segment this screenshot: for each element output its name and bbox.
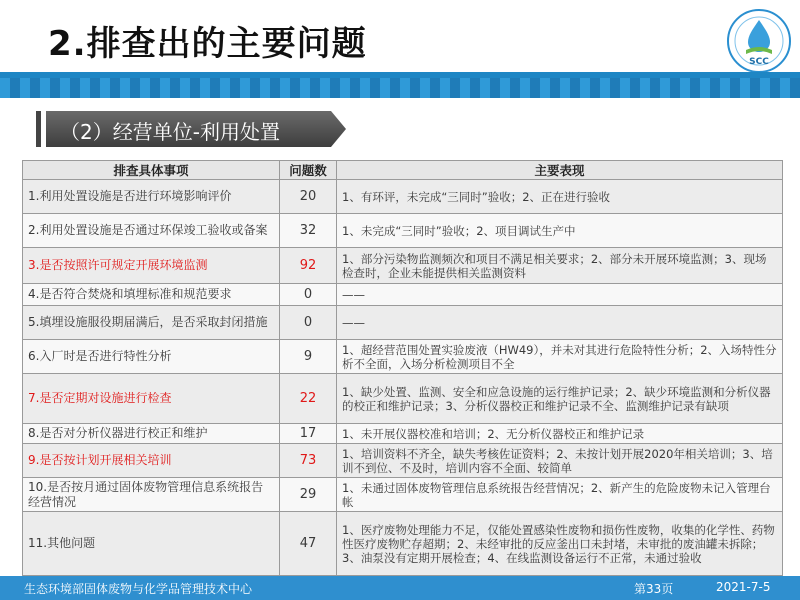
row-count: 92 bbox=[280, 248, 337, 284]
row-item: 11.其他问题 bbox=[23, 512, 280, 576]
table-row bbox=[23, 424, 783, 444]
row-count: 9 bbox=[280, 340, 337, 374]
table-row bbox=[23, 444, 783, 478]
row-count: 20 bbox=[280, 180, 337, 214]
row-count: 32 bbox=[280, 214, 337, 248]
issues-table bbox=[22, 160, 783, 576]
table-row bbox=[23, 214, 783, 248]
row-detail: 1、有环评，未完成“三同时”验收；2、正在进行验收 bbox=[337, 180, 783, 214]
footer-page-number: 第33页 bbox=[634, 582, 674, 596]
row-count: 22 bbox=[280, 374, 337, 424]
table-row bbox=[23, 374, 783, 424]
row-item: 10.是否按月通过固体废物管理信息系统报告经营情况 bbox=[23, 478, 280, 512]
header-item: 排查具体事项 bbox=[23, 161, 280, 180]
row-detail: 1、医疗废物处理能力不足，仅能处置感染性废物和损伤性废物，收集的化学性、药物性医疗废物贮存超期；2、未经审批的反应釜出口未封堵，未审批的废油罐未拆除；3、油泵没有定期开展检查；4、在线监测设备运行不正常，未通过验收 bbox=[337, 512, 783, 576]
table-body bbox=[23, 180, 783, 576]
row-detail: 1、缺少处置、监测、安全和应急设施的运行维护记录；2、缺少环境监测和分析仪器的校正和维护记录；3、分析仪器校正和维护记录不全、监测维护记录有缺项 bbox=[337, 374, 783, 424]
row-detail: —— bbox=[337, 306, 783, 340]
table-row bbox=[23, 248, 783, 284]
row-count: 0 bbox=[280, 284, 337, 306]
row-item: 6.入厂时是否进行特性分析 bbox=[23, 340, 280, 374]
logo-text: SCC bbox=[749, 57, 769, 67]
row-detail: 1、未完成“三同时”验收；2、项目调试生产中 bbox=[337, 214, 783, 248]
row-item: 3.是否按照许可规定开展环境监测 bbox=[23, 248, 280, 284]
row-detail: 1、培训资料不齐全，缺失考核佐证资料；2、未按计划开展2020年相关培训；3、培训不到位、不及时，培训内容不全面、较简单 bbox=[337, 444, 783, 478]
row-item: 1.利用处置设施是否进行环境影响评价 bbox=[23, 180, 280, 214]
table-row bbox=[23, 306, 783, 340]
table-row bbox=[23, 478, 783, 512]
header-stripe bbox=[0, 78, 800, 98]
row-item: 7.是否定期对设施进行检查 bbox=[23, 374, 280, 424]
row-detail: —— bbox=[337, 284, 783, 306]
footer-org: 生态环境部固体废物与化学品管理技术中心 bbox=[24, 582, 253, 596]
section-label: （2）经营单位-利用处置 bbox=[60, 120, 280, 144]
row-count: 47 bbox=[280, 512, 337, 576]
row-count: 17 bbox=[280, 424, 337, 444]
row-item: 8.是否对分析仪器进行校正和维护 bbox=[23, 424, 280, 444]
row-item: 5.填埋设施服役期届满后，是否采取封闭措施 bbox=[23, 306, 280, 340]
row-item: 9.是否按计划开展相关培训 bbox=[23, 444, 280, 478]
table-row bbox=[23, 340, 783, 374]
row-count: 29 bbox=[280, 478, 337, 512]
row-count: 73 bbox=[280, 444, 337, 478]
table-row bbox=[23, 180, 783, 214]
row-detail: 1、未开展仪器校准和培训；2、无分析仪器校正和维护记录 bbox=[337, 424, 783, 444]
footer-date: 2021-7-5 bbox=[716, 580, 771, 594]
row-count: 0 bbox=[280, 306, 337, 340]
scc-logo bbox=[726, 8, 792, 74]
row-detail: 1、未通过固体废物管理信息系统报告经营情况；2、新产生的危险废物未记入管理台帐 bbox=[337, 478, 783, 512]
table-row bbox=[23, 512, 783, 576]
row-item: 4.是否符合焚烧和填埋标准和规范要求 bbox=[23, 284, 280, 306]
row-item: 2.利用处置设施是否通过环保竣工验收或备案 bbox=[23, 214, 280, 248]
page-title: 2.排查出的主要问题 bbox=[48, 24, 367, 64]
table-row bbox=[23, 284, 783, 306]
row-detail: 1、部分污染物监测频次和项目不满足相关要求；2、部分未开展环境监测；3、现场检查时，企业未能提供相关监测资料 bbox=[337, 248, 783, 284]
section-tag-accent bbox=[36, 111, 41, 147]
header-detail: 主要表现 bbox=[337, 161, 783, 180]
table-header-row bbox=[23, 161, 783, 180]
row-detail: 1、超经营范围处置实验废液（HW49），并未对其进行危险特性分析；2、入场特性分析不全面，入场分析检测项目不全 bbox=[337, 340, 783, 374]
header-count: 问题数 bbox=[280, 161, 337, 180]
